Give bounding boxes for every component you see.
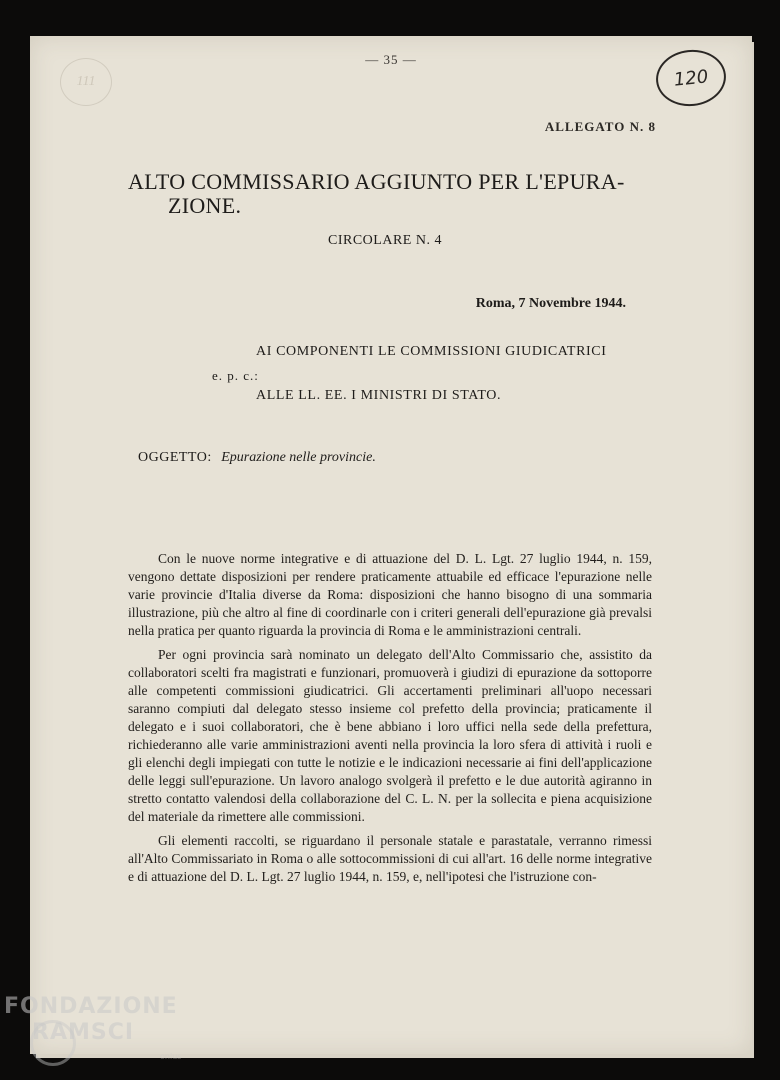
document-body <box>128 550 652 892</box>
body-paragraph-1: Con le nuove norme integrative e di attuazione del D. L. Lgt. 27 luglio 1944, n. 159, vengono dettate disposizioni per rendere praticamente attuabile ed efficace l'epurazione nelle varie provincie d'Italia diverse da Roma: disposizioni che hanno bisogno di una sommaria illustrazione, più che altro al fine di coordinarle con i criteri generali dell'epurazione già prevalsi nella pratica per quanto riguarda la provincia di Roma e le amministrazioni centrali. <box>128 551 652 638</box>
subject-label: OGGETTO: <box>138 450 212 465</box>
allegato-label: ALLEGATO N. 8 <box>544 119 656 134</box>
body-paragraph-3: Gli elementi raccolti, se riguardano il personale statale e parastatale, verranno rimessi all'Alto Commissariato in Roma o alle sottocommissioni di cui all'art. 16 delle norme integrative e di attuazione del D. L. Lgt. 27 luglio 1944, n. 159, e, nell'ipotesi che l'istruzione con- <box>128 833 652 884</box>
watermark-g-logo-icon <box>30 1020 76 1066</box>
page-number: — 35 — <box>365 52 417 67</box>
fondazione-gramsci-watermark <box>4 994 178 1046</box>
epc-label: e. p. c.: <box>212 368 259 383</box>
faint-archive-stamp: 111 <box>60 58 112 106</box>
body-paragraph-2: Per ogni provincia sarà nominato un delegato dell'Alto Commissario che, assistito da collaboratori scelti fra magistrati e funzionari, promuoverà i giudizi di epurazione da sottoporre alle competenti commissioni giudicatrici. Gli accertamenti preliminari all'uopo necessari saranno compiuti dal delegato stesso insieme col prefetto della provincia; praticamente il delegato e i suoi collaboratori, che è bene abbiano i loro uffici nella sede della prefettura, richiederanno alle varie amministrazioni aventi nella provincia la loro sfera di attività i ruoli e gli elenchi degli impiegati con tutte le notizie e le indicazioni necessarie ai fini dell'applicazione delle leggi sull'epurazione. Un lavoro analogo svolgerà il prefetto e le due autorità agiranno in stretto contatto valendosi della collaborazione del C. L. N. per la sollecita e piena acquisizione del materiale da rimettere alle commissioni. <box>128 647 652 824</box>
document-date: Roma, 7 Novembre 1944. <box>475 296 626 311</box>
addressee-secondary: ALLE LL. EE. I MINISTRI DI STATO. <box>256 388 502 403</box>
watermark-line-2: RAMSCI <box>32 1020 135 1045</box>
circolare-number: CIRCOLARE N. 4 <box>328 233 442 248</box>
subject-line <box>138 450 376 466</box>
subject-value: Epurazione nelle provincie. <box>221 450 376 465</box>
watermark-onlus: onlus <box>160 1052 182 1061</box>
title-line-2: ZIONE. <box>168 193 242 218</box>
document-page <box>30 36 752 1054</box>
document-title <box>128 170 668 218</box>
watermark-line-1: FONDAZIONE <box>4 994 178 1019</box>
title-line-1: ALTO COMMISSARIO AGGIUNTO PER L'EPURA- <box>128 169 625 194</box>
addressee-primary: AI COMPONENTI LE COMMISSIONI GIUDICATRICI <box>256 344 607 359</box>
archive-number-stamp: 120 <box>653 46 728 109</box>
